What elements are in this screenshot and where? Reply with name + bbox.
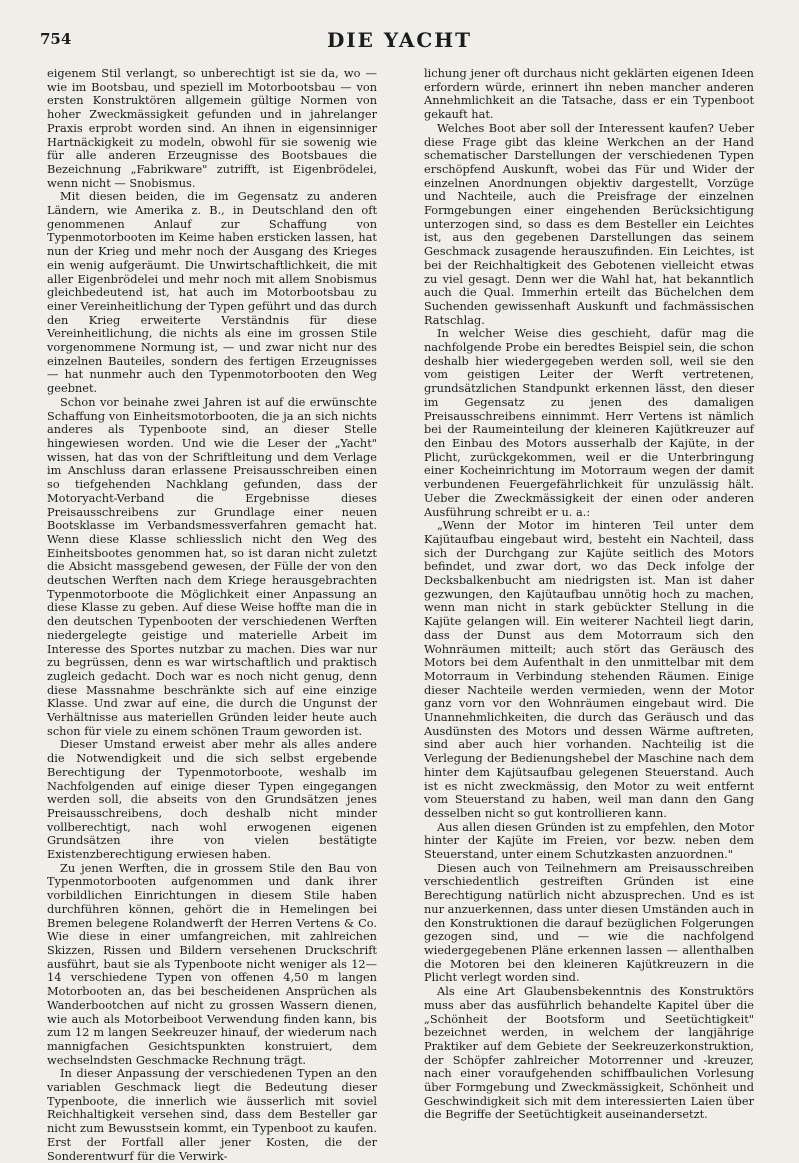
running-title: DIE YACHT [326,28,473,52]
paragraph: In welcher Weise dies geschieht, dafür mag die nachfolgende Probe ein beredtes Beispiel sein, die schon deshalb hier wiedergegeben werden soll, weil sie den vom geistigen Leiter der Werft vertretenen, grundsätzlichen Standpunkt erkennen lässt, den dieser im Gegensatz zu jenen des damaligen Preisausschreibens einnimmt. Herr Vertens ist nämlich bei der Raumeinteilung der kleineren Kajütkreuzer auf den Einbau des Motors ausserhalb der Kajüte, in der Plicht, zurückgekommen, weil er die Unterbringung einer Kocheinrichtung im Motorraum wegen der damit verbundenen Feuergefährlichkeit für unzulässig hält. Ueber die Zweckmässigkeit der einen oder anderen Ausführung schreibt er u. a.: [424,326,754,519]
paragraph: Welches Boot aber soll der Interessent kaufen? Ueber diese Frage gibt das kleine Werkchen an der Hand schematischer Darstellungen der verschiedenen Typen erschöpfend Auskunft, wobei das Für und Wider der einzelnen Anordnungen objektiv dargestellt, Vorzüge und Nachteile, auch die Preisfrage der einzelnen Formgebungen einer eingehenden Berücksichtigung unterzogen sind, so dass es dem Besteller ein Leichtes ist, aus den gegebenen Darstellungen das seinem Geschmack zusagende herauszufinden. Ein Leichtes, ist bei der Reichhaltigkeit des Gebotenen vielleicht etwas zu viel gesagt. Denn wer die Wahl hat, hat bekanntlich auch die Qual. Immerhin erteilt das Büchelchen dem Suchenden gewissenhaft Auskunft und fachmässischen Ratschlag. [424,120,754,327]
page-header [40,30,759,54]
paragraph: Schon vor beinahe zwei Jahren ist auf die erwünschte Schaffung von Einheitsmotorbooten, die ja an sich nichts anderes als Typenboote sind, an dieser Stelle hingewiesen worden. Und wie die Leser der „Yacht" wissen, hat das von der Schriftleitung und dem Verlage im Anschluss daran erlassene Preisausschreiben einen so tiefgehenden Nachklang gefunden, dass der Motoryacht-Verband die Ergebnisse dieses Preisausschreibens zur Grundlage einer neuen Bootsklasse im Verbandsmessverfahren gemacht hat. Wenn diese Klasse schliesslich nicht den Weg des Einheitsbootes genommen hat, so ist daran nicht zuletzt die Absicht massgebend gewesen, der Fülle der von den deutschen Werften nach dem Kriege herausgebrachten Typenmotorboote die Möglichkeit einer Anpassung an diese Klasse zu geben. Auf diese Weise hoffte man die in den deutschen Typenbooten der verschiedenen Werften niedergelegte geistige und materielle Arbeit im Interesse des Sportes nutzbar zu machen. Dies war nur zu begrüssen, denn es war wirtschaftlich und praktisch zugleich gedacht. Doch war es noch nicht genug, denn diese Massnahme beschränkte sich auf eine einzige Klasse. Und zwar auf eine, die durch die Ungunst der Verhältnisse aus materiellen Gründen leider heute auch schon für viele zu einem schönen Traum geworden ist. [47,394,377,738]
quote-paragraph: „Wenn der Motor im hinteren Teil unter dem Kajütaufbau eingebaut wird, besteht ein Nachteil, dass sich der Durchgang zur Kajüte seitlich des Motors befindet, und zwar dort, wo das Deck infolge der Decksbalkenbucht am niedrigsten ist. Man ist daher gezwungen, den Kajütaufbau unnötig hoch zu machen, wenn man nicht in stark gebückter Stellung in die Kajüte gelangen will. Ein weiterer Nachteil liegt darin, dass der Dunst aus dem Motorraum sich den Wohnräumen mitteilt; auch stört das Geräusch des Motors bei dem Aufenthalt in den unmittelbar mit dem Motorraum in Verbindung stehenden Räumen. Einige dieser Nachteile werden vermieden, wenn der Motor ganz vorn vor den Wohnräumen eingebaut wird. Die Unannehmlichkeiten, die durch das Geräusch und das Ausdünsten des Motors und dessen Wärme auftreten, sind aber auch hier vorhanden. Nachteilig ist die Verlegung der Bedienungshebel der Maschine nach dem hinter dem Kajütsaufbau gelegenen Steuerstand. Auch ist es nicht zweckmässig, den Motor zu weit entfernt vom Steuerstand zu haben, weil man dann den Gang desselben nicht so gut kontrollieren kann. [424,518,754,820]
paragraph: Diesen auch von Teilnehmern am Preisausschreiben verschiedentlich gestreiften Gründen ist eine Berechtigung natürlich nicht abzusprechen. Und es ist nur anzuerkennen, dass unter diesen Umständen auch in den Konstruktionen die darauf bezüglichen Folgerungen gezogen sind, und — wie die nachfolgend wiedergegebenen Pläne erkennen lassen — allenthalben die Motoren bei den kleineren Kajütkreuzern in die Plicht verlegt worden sind. [424,860,754,985]
paragraph: In dieser Anpassung der verschiedenen Typen an den variablen Geschmack liegt die Bedeutung dieser Typenboote, die innerlich wie äusserlich mit soviel Reichhaltigkeit versehen sind, dass dem Besteller gar nicht zum Bewusstsein kommt, ein Typenboot zu kaufen. Erst der Fortfall aller jener Kosten, die der Sonderentwurf für die Verwirk- [47,1066,377,1163]
paragraph: Mit diesen beiden, die im Gegensatz zu anderen Ländern, wie Amerika z. B., in Deutschland den oft genommenen Anlauf zur Schaffung von Typenmotorbooten im Keime haben ersticken lassen, hat nun der Krieg und mehr noch der Ausgang des Krieges ein wenig aufgeräumt. Die Unwirtschaftlichkeit, die mit aller Eigenbrödelei und mehr noch mit allem Snobismus gleichbedeutend ist, hat auch im Motorbootsbau zu einer Vereinheitlichung der Typen geführt und das durch den Krieg erweiterte Verständnis für diese Vereinheitlichung, die nichts als eine im grossen Stile vorgenommene Normung ist, — und zwar nicht nur des einzelnen Bauteiles, sondern des fertigen Erzeugnisses — hat nunmehr auch den Typenmotorbooten den Weg geebnet. [47,189,377,396]
page-number: 754 [40,30,72,48]
paragraph: lichung jener oft durchaus nicht geklärten eigenen Ideen erfordern würde, erinnert ihn neben mancher anderen Annehmlichkeit an die Tatsache, dass er ein Typenboot gekauft hat. [424,66,754,122]
left-column [47,67,377,1163]
right-column [424,67,754,1122]
quote-paragraph: Aus allen diesen Gründen ist zu empfehlen, den Motor hinter der Kajüte im Freien, vor bezw. neben dem Steuerstand, unter einem Schutzkasten anzuordnen." [424,819,754,862]
paragraph: Dieser Umstand erweist aber mehr als alles andere die Notwendigkeit und die sich selbst ergebende Berechtigung der Typenmotorboote, weshalb im Nachfolgenden auf einige dieser Typen eingegangen werden soll, die abseits von den Grundsätzen jenes Preisausschreibens, doch deshalb nicht minder vollberechtigt, nach wohl erwogenen eigenen Grundsätzen ihre von vielen bestätigte Existenzberechtigung erwiesen haben. [47,737,377,862]
paragraph: Als eine Art Glaubensbekenntnis des Konstruktörs muss aber das ausführlich behandelte Kapitel über die „Schönheit der Bootsform und Seetüchtigkeit" bezeichnet werden, in welchem der langjährige Praktiker auf dem Gebiete der Seekreuzerkonstruktion, der Schöpfer zahlreicher Motorrenner und -kreuzer, nach einer voraufgehenden schiffbaulichen Vorlesung über Formgebung und Zweckmässigkeit, Schönheit und Geschwindigkeit sich mit dem interessierten Laien über die Begriffe der Seetüchtigkeit auseinandersetzt. [424,984,754,1122]
paragraph: eigenem Stil verlangt, so unberechtigt ist sie da, wo — wie im Bootsbau, und speziell im Motorbootsbau — von ersten Konstruktören allgemein gültige Normen von hoher Zweckmässigkeit gefunden und in jahrelanger Praxis erprobt worden sind. An ihnen in eigensinniger Hartnäckigkeit zu modeln, obwohl für sie sowenig wie für alle anderen Erzeugnisse des Bootsbaues die Bezeichnung „Fabrikware" zutrifft, ist Eigenbrödelei, wenn nicht — Snobismus. [47,66,377,190]
paragraph: Zu jenen Werften, die in grossem Stile den Bau von Typenmotorbooten aufgenommen und dank ihrer vorbildlichen Einrichtungen in diesem Stile haben durchführen können, gehört die in Hemelingen bei Bremen belegene Rolandwerft der Herren Vertens & Co. Wie diese in einer umfangreichen, mit zahlreichen Skizzen, Rissen und Bildern versehenen Druckschrift ausführt, baut sie als Typenboote nicht weniger als 12—14 verschiedene Typen von offenen 4,50 m langen Motorbooten an, das bei bescheidenen Ansprüchen als Wanderbootchen auf nicht zu grossen Wassern dienen, wie auch als Motorbeiboot Verwendung finden kann, bis zum 12 m langen Seekreuzer hinauf, der wiederum nach mannigfachen Gesichtspunkten konstruiert, dem wechselndsten Geschmacke Rechnung trägt. [47,860,377,1067]
